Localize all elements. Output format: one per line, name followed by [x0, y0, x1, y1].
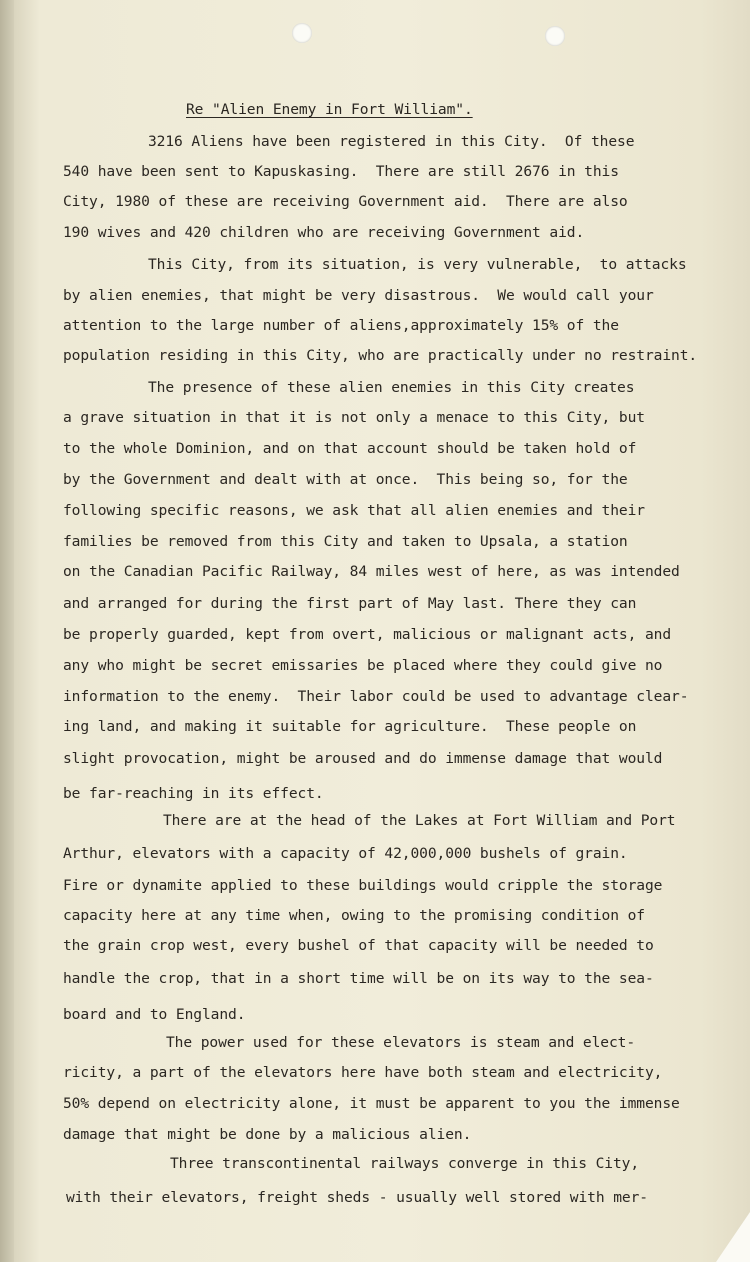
text-line: families be removed from this City and taken to Upsala, a station	[63, 533, 628, 550]
text-line: The power used for these elevators is steam and elect-	[166, 1034, 636, 1051]
text-line: handle the crop, that in a short time will be on its way to the sea-	[63, 970, 654, 987]
text-line: Three transcontinental railways converge in this City,	[170, 1155, 640, 1172]
text-line: be properly guarded, kept from overt, malicious or malignant acts, and	[63, 626, 672, 643]
text-line: to the whole Dominion, and on that account should be taken hold of	[63, 440, 637, 457]
text-line: and arranged for during the first part of May last. There they can	[63, 595, 637, 612]
text-line: damage that might be done by a malicious alien.	[63, 1126, 472, 1143]
text-line: board and to England.	[63, 1006, 246, 1023]
text-line: population residing in this City, who are practically under no restraint.	[63, 347, 698, 364]
text-line: slight provocation, might be aroused and do immense damage that would	[63, 750, 663, 767]
text-line: by the Government and dealt with at once. This being so, for the	[63, 471, 628, 488]
text-line: information to the enemy. Their labor could be used to advantage clear-	[63, 688, 689, 705]
text-line: ricity, a part of the elevators here have both steam and electricity,	[63, 1064, 663, 1081]
text-line: on the Canadian Pacific Railway, 84 miles west of here, as was intended	[63, 563, 680, 580]
text-line: 50% depend on electricity alone, it must be apparent to you the immense	[63, 1095, 680, 1112]
text-line: Arthur, elevators with a capacity of 42,000,000 bushels of grain.	[63, 845, 628, 862]
text-line: capacity here at any time when, owing to the promising condition of	[63, 907, 645, 924]
text-line: 3216 Aliens have been registered in this City. Of these	[148, 133, 635, 150]
text-line: by alien enemies, that might be very disastrous. We would call your	[63, 287, 654, 304]
text-line: following specific reasons, we ask that all alien enemies and their	[63, 502, 645, 519]
text-line: Fire or dynamite applied to these buildings would cripple the storage	[63, 877, 663, 894]
text-line: This City, from its situation, is very vulnerable, to attacks	[148, 256, 687, 273]
text-line: the grain crop west, every bushel of that capacity will be needed to	[63, 937, 654, 954]
text-line: with their elevators, freight sheds - usually well stored with mer-	[66, 1189, 648, 1206]
text-line: 540 have been sent to Kapuskasing. There are still 2676 in this	[63, 163, 619, 180]
text-line: The presence of these alien enemies in this City creates	[148, 379, 635, 396]
text-line: attention to the large number of aliens,approximately 15% of the	[63, 317, 619, 334]
text-line: a grave situation in that it is not only a menace to this City, but	[63, 409, 645, 426]
text-line: any who might be secret emissaries be placed where they could give no	[63, 657, 663, 674]
text-line: be far-reaching in its effect.	[63, 785, 324, 802]
text-line: City, 1980 of these are receiving Government aid. There are also	[63, 193, 628, 210]
text-line: There are at the head of the Lakes at Fort William and Port	[163, 812, 676, 829]
text-line: ing land, and making it suitable for agriculture. These people on	[63, 718, 637, 735]
document-title: Re "Alien Enemy in Fort William".	[186, 101, 473, 118]
text-line: 190 wives and 420 children who are receiving Government aid.	[63, 224, 585, 241]
